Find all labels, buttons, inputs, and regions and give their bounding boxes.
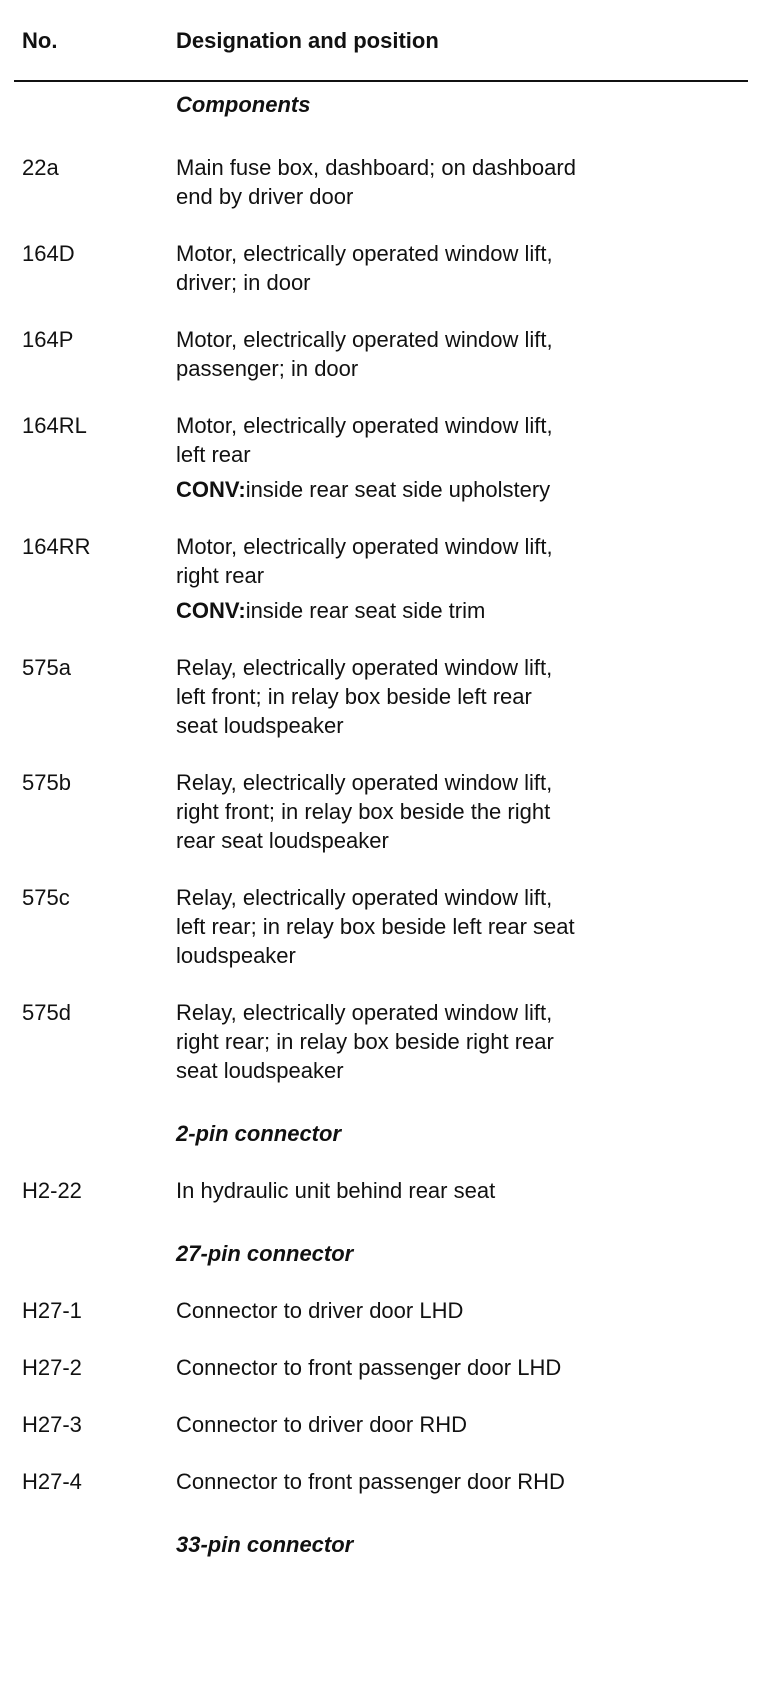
item-number: H27-4: [22, 1469, 82, 1494]
variant-text: inside rear seat side upholstery: [245, 477, 551, 502]
item-designation: [176, 1296, 736, 1325]
section-title: Components: [176, 92, 311, 117]
variant-note: [176, 475, 736, 504]
table-row: [0, 998, 768, 1085]
item-designation: [176, 1467, 736, 1496]
item-designation: [176, 239, 736, 297]
designation-line: passenger; in door: [176, 356, 359, 381]
section-title: 33-pin connector: [176, 1532, 354, 1557]
table-row: [0, 653, 768, 740]
table-row: [0, 1176, 768, 1205]
item-number: 575b: [22, 770, 71, 795]
item-number: 22a: [22, 155, 59, 180]
designation-line: Connector to driver door RHD: [176, 1412, 468, 1437]
variant-label: CONV:: [176, 477, 246, 502]
designation-line: Connector to front passenger door RHD: [176, 1469, 565, 1494]
designation-line: Motor, electrically operated window lift,: [176, 413, 553, 438]
section-heading-row: [0, 1530, 768, 1559]
item-designation: [176, 1353, 736, 1382]
designation-line: Motor, electrically operated window lift,: [176, 327, 553, 352]
section-heading-row: [0, 1239, 768, 1268]
designation-line: rear seat loudspeaker: [176, 828, 389, 853]
section-title: 2-pin connector: [176, 1121, 342, 1146]
section-heading-row: [0, 90, 768, 119]
designation-line: left front; in relay box beside left rear: [176, 684, 532, 709]
item-number: 164P: [22, 327, 74, 352]
designation-line: driver; in door: [176, 270, 311, 295]
table-row: [0, 532, 768, 625]
header-divider: [14, 80, 748, 82]
item-designation: [176, 532, 736, 625]
designation-line: left rear; in relay box beside left rear seat: [176, 914, 575, 939]
table-row: [0, 883, 768, 970]
item-number: H27-3: [22, 1412, 82, 1437]
item-number: 164RL: [22, 413, 87, 438]
variant-text: inside rear seat side trim: [245, 598, 486, 623]
item-number: 575c: [22, 885, 70, 910]
designation-line: Relay, electrically operated window lift,: [176, 655, 553, 680]
item-number: 164RR: [22, 534, 91, 559]
designation-line: seat loudspeaker: [176, 1058, 344, 1083]
item-designation: [176, 653, 736, 740]
designation-line: Motor, electrically operated window lift,: [176, 241, 553, 266]
item-designation: [176, 883, 736, 970]
variant-note: [176, 596, 736, 625]
item-designation: [176, 768, 736, 855]
item-designation: [176, 153, 736, 211]
variant-label: CONV:: [176, 598, 246, 623]
designation-line: Connector to front passenger door LHD: [176, 1355, 562, 1380]
designation-line: right front; in relay box beside the right: [176, 799, 551, 824]
item-number: H27-2: [22, 1355, 82, 1380]
section-title: 27-pin connector: [176, 1241, 354, 1266]
table-header: [0, 24, 768, 60]
designation-line: right rear: [176, 563, 265, 588]
item-number: H2-22: [22, 1178, 82, 1203]
table-row: [0, 411, 768, 504]
item-number: 575d: [22, 1000, 71, 1025]
designation-line: end by driver door: [176, 184, 354, 209]
item-designation: [176, 1410, 736, 1439]
table-row: [0, 768, 768, 855]
table-row: [0, 325, 768, 383]
designation-line: Relay, electrically operated window lift,: [176, 885, 553, 910]
designation-line: Relay, electrically operated window lift,: [176, 770, 553, 795]
designation-line: seat loudspeaker: [176, 713, 344, 738]
item-number: H27-1: [22, 1298, 82, 1323]
table-row: [0, 1410, 768, 1439]
item-number: 575a: [22, 655, 71, 680]
section-heading-row: [0, 1119, 768, 1148]
item-designation: [176, 1176, 736, 1205]
designation-line: Connector to driver door LHD: [176, 1298, 464, 1323]
designation-line: In hydraulic unit behind rear seat: [176, 1178, 496, 1203]
designation-line: Motor, electrically operated window lift,: [176, 534, 553, 559]
table-row: [0, 153, 768, 211]
table-body: [0, 84, 768, 1559]
table-row: [0, 1467, 768, 1496]
item-number: 164D: [22, 241, 75, 266]
column-header-designation: Designation and position: [176, 28, 439, 53]
item-designation: [176, 411, 736, 504]
table-row: [0, 239, 768, 297]
designation-line: right rear; in relay box beside right rear: [176, 1029, 554, 1054]
designation-line: Relay, electrically operated window lift,: [176, 1000, 553, 1025]
designation-line: Main fuse box, dashboard; on dashboard: [176, 155, 576, 180]
designation-line: loudspeaker: [176, 943, 296, 968]
table-row: [0, 1296, 768, 1325]
column-header-no: No.: [22, 28, 58, 53]
designation-line: left rear: [176, 442, 251, 467]
item-designation: [176, 325, 736, 383]
item-designation: [176, 998, 736, 1085]
table-row: [0, 1353, 768, 1382]
